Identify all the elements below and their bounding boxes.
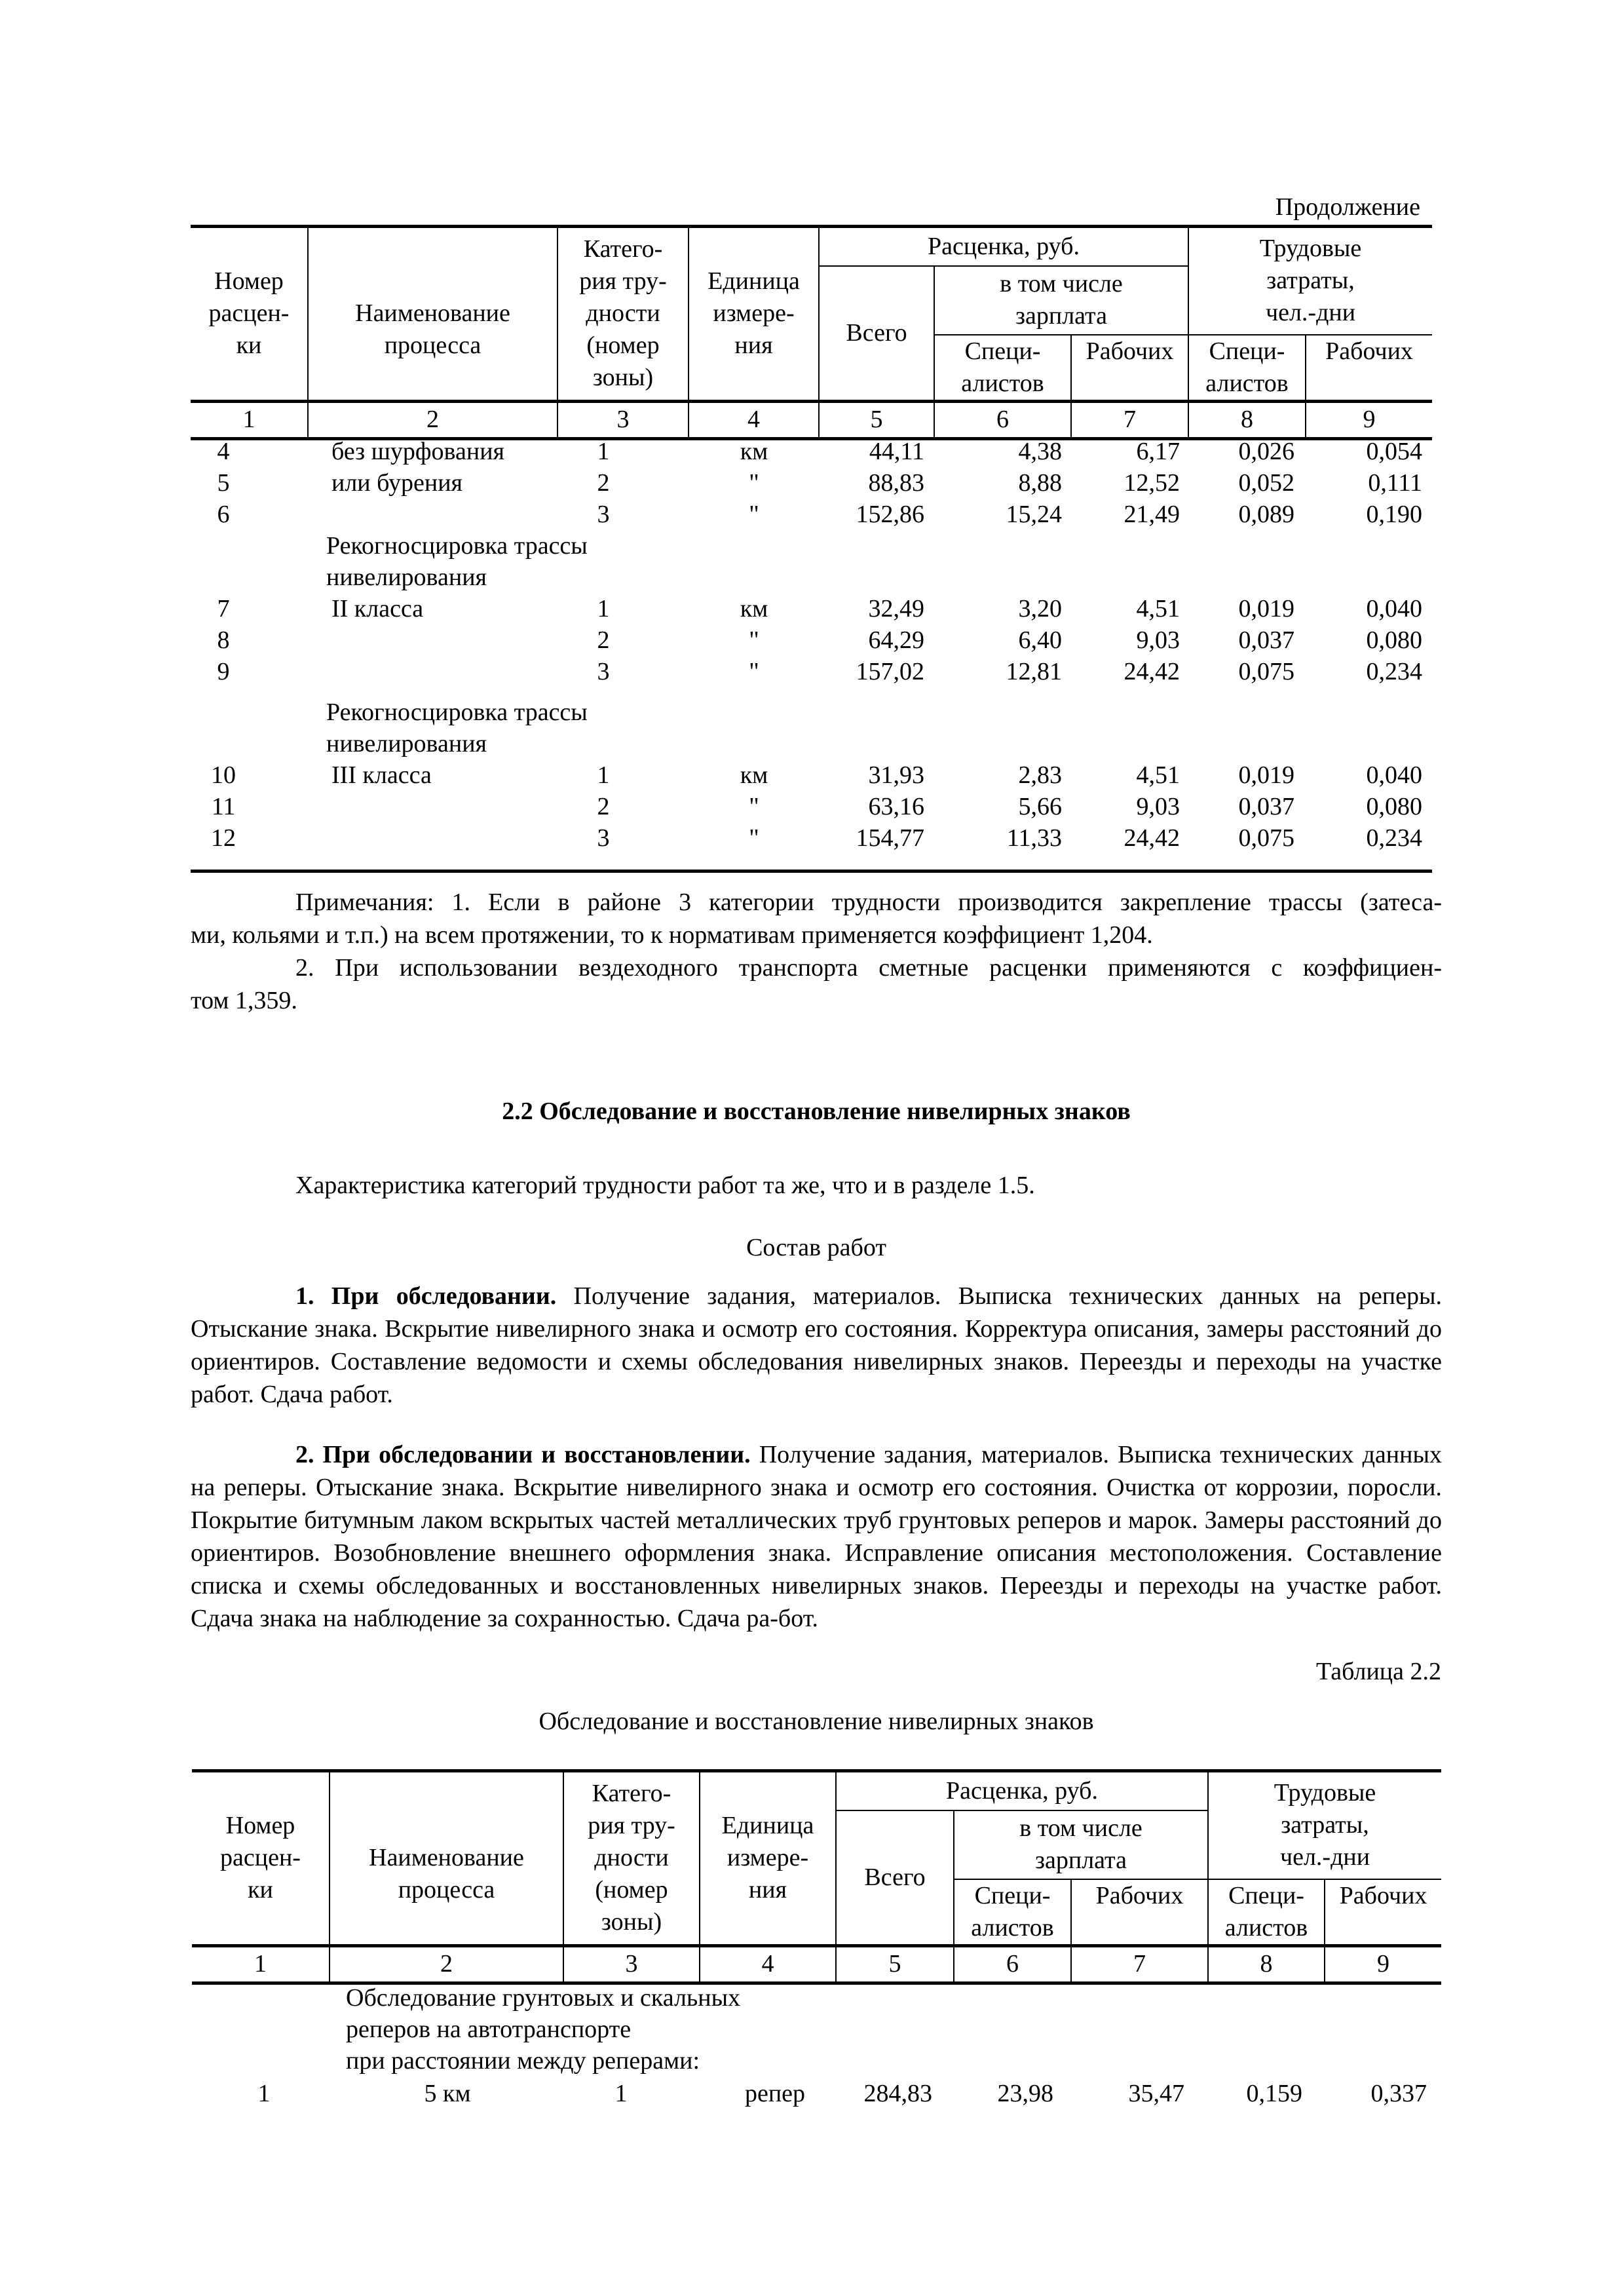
header-price-group: Расценка, руб. [819,227,1188,266]
header-price-group: Расценка, руб. [836,1771,1208,1810]
work-item-2-title: 2. При обследовании и восстановлении. [295,1441,751,1468]
header-labor-costs: Трудовые затраты, чел.-дни [1208,1771,1441,1879]
header-unit: Единица измере- ния [700,1771,836,1946]
table2-body: Обследование грунтовых и скальных реперов на автотранспорте при расстоянии между реперами: 1 5 км 1 репер 284,83 23,98 35,47 0,159 0,337 [257,1984,1427,2107]
col-number-4: 4 [689,401,819,438]
table-label: Таблица 2.2 [1315,1658,1441,1685]
table1-header [191,225,1432,440]
continuation-label: Продолжение [1275,193,1420,221]
header-salary-specialists: Специ- алистов [954,1879,1071,1946]
col-number-6: 6 [954,1945,1071,1983]
work-item-1: 1. При обследовании. Получение задания, материалов. Выписка технических данных на реперы. Отыскание знака. Вскрытие нивелирного знака и осмотр его состояния. Корректура описания, замеры расстояний до ориентиров. Составление ведомости и схемы обследования нивелирных знаков. Переезды и переходы на участке работ. Сдача работ. [191,1282,1442,1408]
col-number-8: 8 [1208,1945,1325,1983]
col-number-5: 5 [836,1945,954,1983]
header-labor-workers: Рабочих [1325,1879,1441,1946]
header-total: Всего [836,1810,954,1946]
header-labor-specialists: Специ- алистов [1188,335,1306,402]
col-number-4: 4 [700,1945,836,1983]
col-number-9: 9 [1306,401,1432,438]
header-including-salary: в том числе зарплата [954,1810,1208,1879]
header-salary-workers: Рабочих [1071,1879,1208,1946]
table1-body: 4 без шурфования 1 км 44,11 4,38 6,17 0,026 0,054 5 или бурения 2 " 88,83 8,88 12,52 0,052 0,111 6 3 " 152,86 15,24 21,49 0,089 0,190 Рекогносцировка трассы нивелирования 7 II класса 1 км 32,49 3,20 4,51 0,019 0,040 8 2 " 64,29 6,40 9,03 0,037 0,080 9 3 " 157,02 12,81 24,42 0,075 0,234 Рекогносцировка трассы нивелирования 10 III класса 1 км 31,93 2,83 4,51 0,019 0,040 11 2 " 63,16 5,66 9,03 0,037 0,080 12 3 " 154,77 11,33 24,42 0,075 0,234 [211,438,1422,852]
col-number-5: 5 [819,401,934,438]
difficulty-characteristic: Характеристика категорий трудности работ та же, что и в разделе 1.5. [295,1172,1035,1199]
header-salary-workers: Рабочих [1071,335,1188,402]
header-difficulty-category: Катего- рия тру- дности (номер зоны) [563,1771,700,1946]
col-number-1: 1 [191,401,308,438]
header-labor-workers: Рабочих [1306,335,1432,402]
col-number-6: 6 [934,401,1071,438]
header-process-name: Наименование процесса [330,1771,563,1946]
col-number-2: 2 [330,1945,563,1983]
col-number-1: 1 [192,1945,330,1983]
work-item-1-title: 1. При обследовании. [295,1282,557,1310]
header-difficulty-category: Катего- рия тру- дности (номер зоны) [557,227,689,402]
work-item-2: 2. При обследовании и восстановлении. Получение задания, материалов. Выписка технических данных на реперы. Отыскание знака. Вскрытие нивелирного знака и осмотр его состояния. Очистка от коррозии, поросли. Покрытие битумным лаком вскрытых частей металлических труб грунтовых реперов и марок. Замеры расстояний до ориентиров. Возобновление внешнего оформления знака. Исправление описания местоположения. Составление списка и схемы обследованных и восстановленных нивелирных знаков. Переезды и переходы на участке работ. Сдача знака на наблюдение за сохранностью. Сдача ра-бот. [191,1441,1442,1632]
header-total: Всего [819,266,934,402]
section-heading: 2.2 Обследование и восстановление нивелирных знаков [502,1098,1131,1125]
table-caption: Обследование и восстановление нивелирных знаков [538,1708,1094,1735]
header-rate-number: Номер расцен- ки [192,1771,330,1946]
composition-title: Состав работ [746,1234,886,1261]
table2-header [192,1769,1441,1985]
col-number-9: 9 [1325,1945,1441,1983]
note-2: 2. При использовании вездеходного транспорта сметные расценки применяются с коэффициен- том 1,359. [191,954,1442,1014]
header-process-name: Наименование процесса [308,227,557,402]
col-number-3: 3 [563,1945,700,1983]
col-number-2: 2 [308,401,557,438]
note-1: Примечания: 1. Если в районе 3 категории трудности производится закрепление трассы (затеса- ми, кольями и т.п.) на всем протяжении, то к нормативам применяется коэффициент 1,204. [191,889,1442,949]
header-labor-specialists: Специ- алистов [1208,1879,1325,1946]
header-salary-specialists: Специ- алистов [934,335,1071,402]
col-number-7: 7 [1071,1945,1208,1983]
col-number-8: 8 [1188,401,1306,438]
header-labor-costs: Трудовые затраты, чел.-дни [1188,227,1432,335]
col-number-7: 7 [1071,401,1188,438]
header-unit: Единица измере- ния [689,227,819,402]
header-including-salary: в том числе зарплата [934,266,1188,335]
col-number-3: 3 [557,401,689,438]
header-rate-number: Номер расцен- ки [191,227,308,402]
table1-bottom-rule [191,870,1432,873]
